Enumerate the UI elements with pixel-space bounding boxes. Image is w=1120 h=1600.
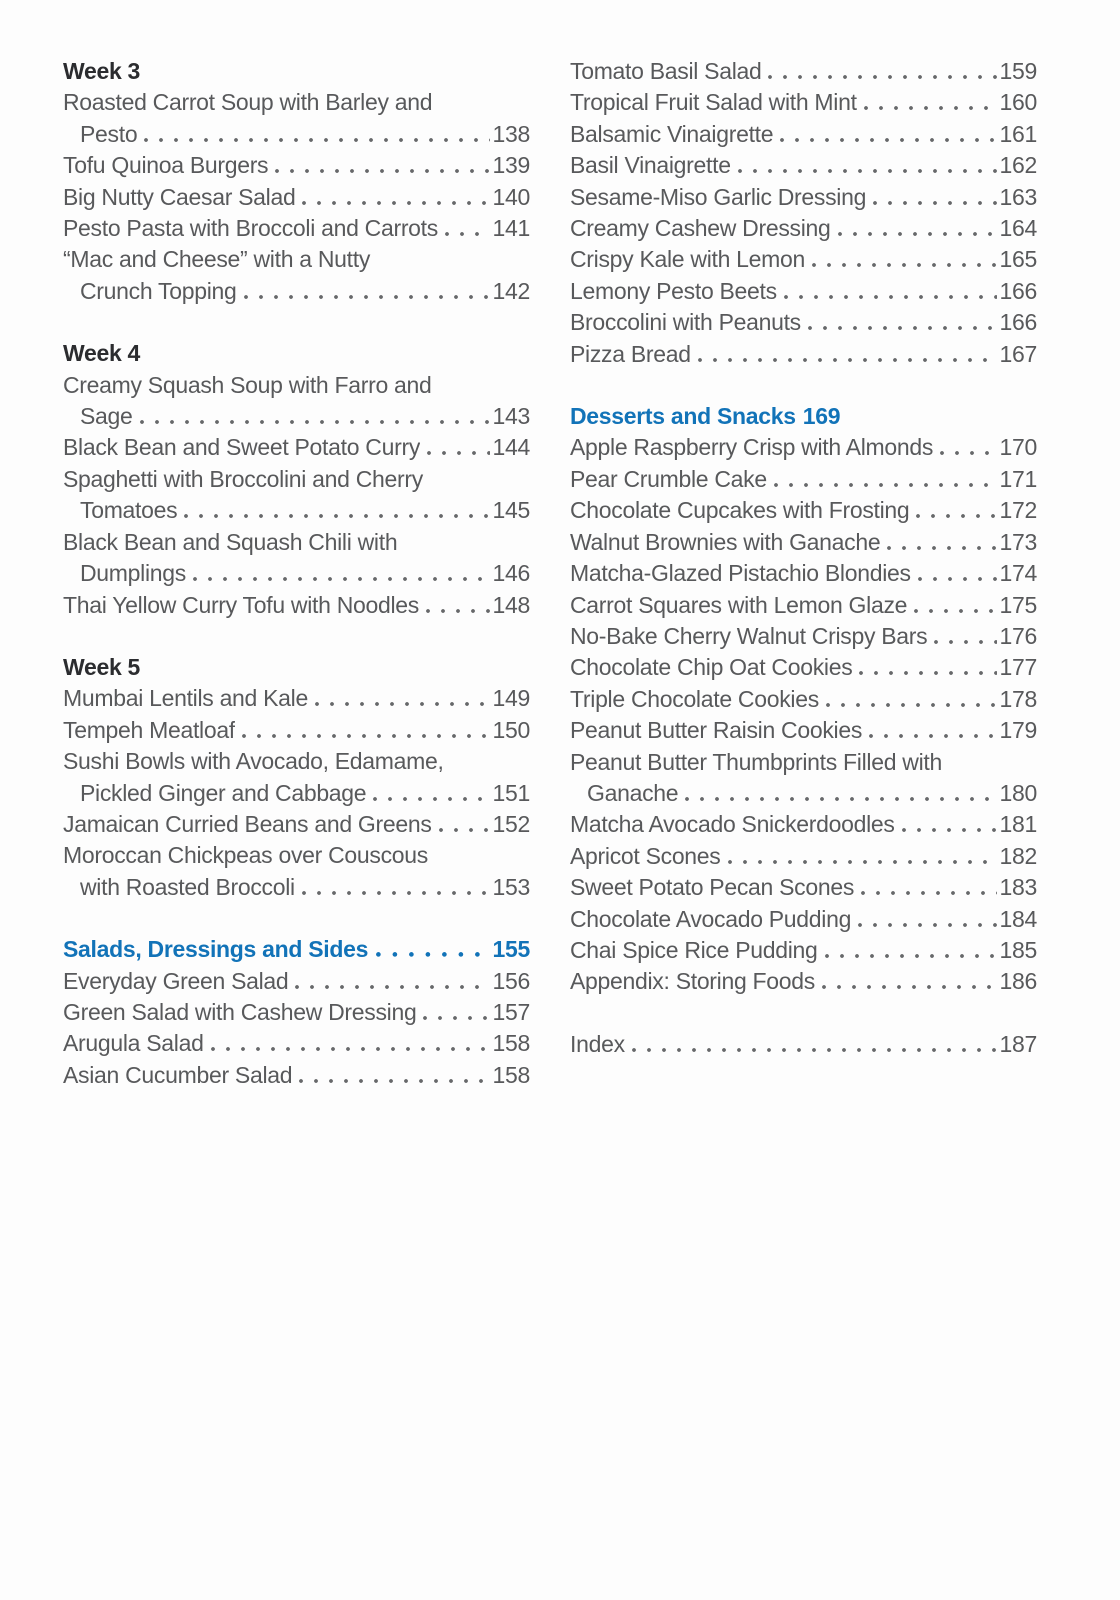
toc-entry	[63, 746, 530, 809]
recipe-title: Tomatoes	[80, 497, 178, 524]
dot-leader	[244, 295, 490, 299]
page-number: 153	[492, 873, 530, 900]
toc-entry-line	[63, 495, 530, 526]
page-number: 140	[492, 183, 530, 210]
recipe-title: Walnut Brownies with Ganache	[570, 528, 881, 555]
toc-entry-line	[63, 276, 530, 307]
page-number: 187	[999, 1030, 1037, 1057]
recipe-title: Lemony Pesto Beets	[570, 277, 777, 304]
recipe-title: Ganache	[587, 779, 679, 806]
toc-entry-line	[63, 150, 530, 181]
toc-section	[63, 934, 530, 1091]
toc-entry-line	[570, 119, 1037, 150]
page-number: 175	[999, 591, 1037, 618]
toc-entry	[570, 307, 1037, 338]
toc-entry	[570, 935, 1037, 966]
recipe-title: Tempeh Meatloaf	[63, 716, 235, 743]
chapter-page-number: 169	[802, 403, 841, 430]
dot-leader	[299, 1079, 489, 1083]
page-number: 151	[492, 779, 530, 806]
toc-section	[570, 1029, 1037, 1060]
toc-entry	[570, 119, 1037, 150]
dot-leader	[302, 891, 490, 895]
toc-entry-line	[63, 1060, 530, 1091]
recipe-title: Mumbai Lentils and Kale	[63, 685, 308, 712]
toc-entry	[570, 809, 1037, 840]
page-number: 185	[999, 936, 1037, 963]
toc-entry	[570, 747, 1037, 810]
dot-leader	[784, 295, 997, 299]
dot-leader	[439, 828, 490, 832]
recipe-title: Peanut Butter Raisin Cookies	[570, 717, 863, 744]
toc-entry-line-wrap: Sushi Bowls with Avocado, Edamame,	[63, 748, 444, 775]
toc-entry-line	[570, 841, 1037, 872]
page-number: 165	[999, 246, 1037, 273]
toc-section	[63, 56, 530, 307]
toc-entry-line	[63, 809, 530, 840]
toc-entry	[570, 432, 1037, 463]
dot-leader	[780, 138, 996, 142]
toc-entry-line	[570, 872, 1037, 903]
recipe-title: Broccolini with Peanuts	[570, 309, 801, 336]
toc-entry	[570, 339, 1037, 370]
toc-entry	[63, 997, 530, 1028]
dot-leader	[376, 952, 489, 957]
toc-entry-line-wrap: Creamy Squash Soup with Farro and	[63, 371, 432, 398]
page-number: 177	[999, 654, 1037, 681]
page-number: 183	[999, 874, 1037, 901]
recipe-title: Big Nutty Caesar Salad	[63, 183, 296, 210]
toc-entry	[63, 1060, 530, 1091]
toc-entry	[63, 370, 530, 433]
toc-entry	[570, 1029, 1037, 1060]
section-heading: Week 3	[63, 58, 141, 84]
page-number: 141	[492, 215, 530, 242]
toc-entry-line	[570, 56, 1037, 87]
toc-column-2	[570, 56, 1037, 1091]
page-number: 178	[999, 685, 1037, 712]
page-number: 144	[492, 434, 530, 461]
toc-entry-line	[570, 244, 1037, 275]
dot-leader	[144, 138, 489, 142]
toc-entry	[570, 684, 1037, 715]
dot-leader	[902, 828, 997, 832]
dot-leader	[887, 546, 996, 550]
toc-entry	[63, 809, 530, 840]
toc-entry	[63, 432, 530, 463]
page-number: 167	[999, 340, 1037, 367]
page-number: 148	[492, 591, 530, 618]
toc-entry	[570, 56, 1037, 87]
page-number: 181	[999, 811, 1037, 838]
toc-entry-line	[570, 684, 1037, 715]
toc-entry-line	[570, 276, 1037, 307]
recipe-title: Chocolate Cupcakes with Frosting	[570, 497, 910, 524]
recipe-title: Sweet Potato Pecan Scones	[570, 874, 855, 901]
toc-entry	[570, 244, 1037, 275]
toc-entry-line-wrap: Roasted Carrot Soup with Barley and	[63, 89, 433, 116]
toc-column-1	[63, 56, 530, 1091]
page-number: 179	[999, 717, 1037, 744]
toc-entry-line	[570, 904, 1037, 935]
dot-leader	[295, 985, 489, 989]
dot-leader	[838, 232, 997, 236]
toc-entry-line	[63, 432, 530, 463]
recipe-title: Crispy Kale with Lemon	[570, 246, 806, 273]
recipe-title: Tropical Fruit Salad with Mint	[570, 89, 857, 116]
toc-entry-line	[570, 590, 1037, 621]
page-number: 182	[999, 842, 1037, 869]
toc-entry-line	[63, 872, 530, 903]
toc-entry-line	[63, 590, 530, 621]
toc-entry-line	[570, 966, 1037, 997]
page-number: 152	[492, 810, 530, 837]
dot-leader	[864, 106, 997, 110]
recipe-title: Sesame-Miso Garlic Dressing	[570, 183, 867, 210]
dot-leader	[918, 577, 997, 581]
toc-entry-line	[63, 966, 530, 997]
toc-entry-line	[63, 778, 530, 809]
toc-entry-line	[570, 432, 1037, 463]
recipe-title: Pickled Ginger and Cabbage	[80, 779, 367, 806]
toc-entry-line	[570, 558, 1037, 589]
dot-leader	[914, 609, 996, 613]
page-number: 139	[492, 152, 530, 179]
page-number: 149	[492, 685, 530, 712]
page-number: 158	[492, 1030, 530, 1057]
toc-entry	[570, 150, 1037, 181]
toc-entry-line	[570, 652, 1037, 683]
toc-entry	[570, 590, 1037, 621]
toc-entry-line	[63, 213, 530, 244]
toc-entry	[570, 872, 1037, 903]
dot-leader	[211, 1047, 490, 1051]
recipe-title: Chai Spice Rice Pudding	[570, 936, 818, 963]
toc-section	[63, 338, 530, 621]
recipe-title: Tomato Basil Salad	[570, 58, 762, 84]
toc-entry	[570, 182, 1037, 213]
dot-leader	[774, 483, 997, 487]
dot-leader	[861, 891, 996, 895]
dot-leader	[302, 201, 489, 205]
dot-leader	[728, 860, 997, 864]
page-number: 162	[999, 152, 1037, 179]
toc-entry-line	[570, 527, 1037, 558]
page-number: 146	[492, 560, 530, 587]
dot-leader	[193, 577, 490, 581]
toc-entry	[63, 840, 530, 903]
dot-leader	[812, 263, 997, 267]
recipe-title: Arugula Salad	[63, 1030, 204, 1057]
recipe-title: Matcha Avocado Snickerdoodles	[570, 811, 895, 838]
page-number: 163	[999, 183, 1037, 210]
toc-entry-line-wrap: Spaghetti with Broccolini and Cherry	[63, 465, 423, 492]
recipe-title: Pesto	[80, 120, 138, 147]
recipe-title: Everyday Green Salad	[63, 967, 289, 994]
dot-leader	[698, 358, 997, 362]
recipe-title: Triple Chocolate Cookies	[570, 685, 819, 712]
dot-leader	[826, 703, 997, 707]
page-number: 176	[999, 622, 1037, 649]
toc-entry-line-wrap: Black Bean and Squash Chili with	[63, 528, 398, 555]
toc-entry	[570, 558, 1037, 589]
toc-entry-line	[63, 558, 530, 589]
toc-entry-line	[570, 213, 1037, 244]
recipe-title: Thai Yellow Curry Tofu with Noodles	[63, 591, 419, 618]
toc-entry-line	[570, 621, 1037, 652]
page-number: 166	[999, 309, 1037, 336]
recipe-title: Chocolate Chip Oat Cookies	[570, 654, 853, 681]
toc-entry	[63, 590, 530, 621]
toc-entry	[63, 683, 530, 714]
toc-entry-line	[570, 339, 1037, 370]
recipe-title: Jamaican Curried Beans and Greens	[63, 810, 432, 837]
toc-entry-line	[570, 495, 1037, 526]
dot-leader	[940, 451, 996, 455]
toc-entry	[63, 527, 530, 590]
recipe-title: Crunch Topping	[80, 277, 237, 304]
dot-leader	[427, 451, 489, 455]
dot-leader	[315, 702, 490, 706]
toc-entry	[570, 652, 1037, 683]
page-number: 156	[492, 967, 530, 994]
section-heading: Week 5	[63, 653, 141, 680]
dot-leader	[822, 985, 997, 989]
toc-entry-line	[63, 1028, 530, 1059]
toc-entry-line	[63, 715, 530, 746]
recipe-title: Sage	[80, 403, 133, 430]
toc-entry-line	[570, 778, 1037, 809]
toc-entry-line	[570, 182, 1037, 213]
recipe-title: No-Bake Cherry Walnut Crispy Bars	[570, 622, 928, 649]
toc-entry	[63, 1028, 530, 1059]
recipe-title: Balsamic Vinaigrette	[570, 120, 774, 147]
recipe-title: Carrot Squares with Lemon Glaze	[570, 591, 908, 618]
recipe-title: Chocolate Avocado Pudding	[570, 905, 852, 932]
page-number: 171	[999, 465, 1037, 492]
toc-section	[63, 652, 530, 903]
chapter-heading-label: Desserts and Snacks	[570, 403, 796, 430]
toc-entry	[63, 150, 530, 181]
dot-leader	[373, 797, 489, 801]
toc-entry-line	[570, 809, 1037, 840]
dot-leader	[426, 609, 490, 613]
toc-entry	[63, 464, 530, 527]
recipe-title: Appendix: Storing Foods	[570, 968, 815, 995]
dot-leader	[808, 326, 997, 330]
chapter-page-number: 155	[492, 936, 530, 963]
page-number: 138	[492, 120, 530, 147]
dot-leader	[934, 640, 996, 644]
dot-leader	[685, 797, 996, 801]
chapter-heading-label: Salads, Dressings and Sides	[63, 936, 369, 963]
dot-leader	[423, 1016, 489, 1020]
toc-entry	[570, 904, 1037, 935]
dot-leader	[858, 923, 996, 927]
dot-leader	[869, 734, 996, 738]
toc-entry	[63, 966, 530, 997]
dot-leader	[632, 1048, 997, 1052]
recipe-title: Black Bean and Sweet Potato Curry	[63, 434, 421, 461]
recipe-title: Apricot Scones	[570, 842, 721, 869]
recipe-title: Pesto Pasta with Broccoli and Carrots	[63, 215, 438, 242]
dot-leader	[859, 671, 996, 675]
toc-entry-line	[570, 1029, 1037, 1060]
recipe-title: Basil Vinaigrette	[570, 152, 731, 179]
toc-entry	[570, 276, 1037, 307]
toc-entry	[570, 87, 1037, 118]
toc-entry	[570, 621, 1037, 652]
recipe-title: Index	[570, 1030, 625, 1057]
page-number: 174	[999, 560, 1037, 587]
recipe-title: Apple Raspberry Crisp with Almonds	[570, 434, 934, 461]
toc-entry	[63, 182, 530, 213]
dot-leader	[916, 514, 996, 518]
toc-entry-line	[570, 87, 1037, 118]
chapter-heading	[570, 401, 1037, 432]
toc-entry-line-wrap: Peanut Butter Thumbprints Filled with	[570, 748, 942, 775]
toc-entry	[570, 464, 1037, 495]
toc-entry-line-wrap: Moroccan Chickpeas over Couscous	[63, 842, 428, 869]
toc-entry	[570, 527, 1037, 558]
toc-entry-line-wrap: “Mac and Cheese” with a Nutty	[63, 246, 371, 273]
recipe-title: Creamy Cashew Dressing	[570, 215, 831, 242]
toc-entry	[570, 715, 1037, 746]
toc-entry-line	[63, 401, 530, 432]
page-number: 172	[999, 497, 1037, 524]
toc-entry	[570, 213, 1037, 244]
toc-entry-line	[570, 935, 1037, 966]
toc-entry-line	[570, 464, 1037, 495]
recipe-title: Matcha-Glazed Pistachio Blondies	[570, 560, 911, 587]
dot-leader	[873, 201, 996, 205]
page-number: 161	[999, 120, 1037, 147]
dot-leader	[445, 232, 490, 236]
toc-entry	[63, 213, 530, 244]
page-number: 166	[999, 277, 1037, 304]
dot-leader	[184, 514, 489, 518]
page-number: 145	[492, 497, 530, 524]
page-number: 150	[492, 716, 530, 743]
toc-entry	[570, 966, 1037, 997]
toc-entry	[63, 244, 530, 307]
toc-entry	[570, 841, 1037, 872]
recipe-title: Pear Crumble Cake	[570, 465, 767, 492]
page-number: 180	[999, 779, 1037, 806]
recipe-title: Asian Cucumber Salad	[63, 1061, 293, 1088]
toc-entry-line	[570, 307, 1037, 338]
recipe-title: Tofu Quinoa Burgers	[63, 152, 269, 179]
toc-section	[570, 401, 1037, 998]
toc-entry	[63, 87, 530, 150]
recipe-title: Green Salad with Cashew Dressing	[63, 998, 417, 1025]
dot-leader	[140, 420, 490, 424]
recipe-title: with Roasted Broccoli	[80, 873, 295, 900]
page-number: 173	[999, 528, 1037, 555]
chapter-heading	[63, 934, 530, 965]
recipe-title: Dumplings	[80, 560, 186, 587]
toc-section	[570, 56, 1037, 370]
toc-entry-line	[63, 683, 530, 714]
recipe-title: Pizza Bread	[570, 340, 691, 367]
dot-leader	[275, 169, 489, 173]
page-number: 164	[999, 215, 1037, 242]
dot-leader	[242, 734, 490, 738]
page-number: 170	[999, 434, 1037, 461]
dot-leader	[768, 75, 996, 79]
section-heading: Week 4	[63, 340, 141, 367]
page-number: 143	[492, 403, 530, 430]
toc-entry-line	[63, 997, 530, 1028]
page-number: 159	[999, 58, 1037, 84]
page-number: 142	[492, 277, 530, 304]
page-number: 157	[492, 998, 530, 1025]
toc-entry-line	[570, 150, 1037, 181]
toc-entry	[63, 715, 530, 746]
toc-entry-line	[63, 119, 530, 150]
page-number: 158	[492, 1061, 530, 1088]
page-number: 184	[999, 905, 1037, 932]
dot-leader	[738, 169, 997, 173]
toc-entry	[570, 495, 1037, 526]
toc-entry-line	[570, 715, 1037, 746]
page-number: 186	[999, 968, 1037, 995]
toc-entry-line	[63, 182, 530, 213]
dot-leader	[825, 954, 997, 958]
page-number: 160	[999, 89, 1037, 116]
